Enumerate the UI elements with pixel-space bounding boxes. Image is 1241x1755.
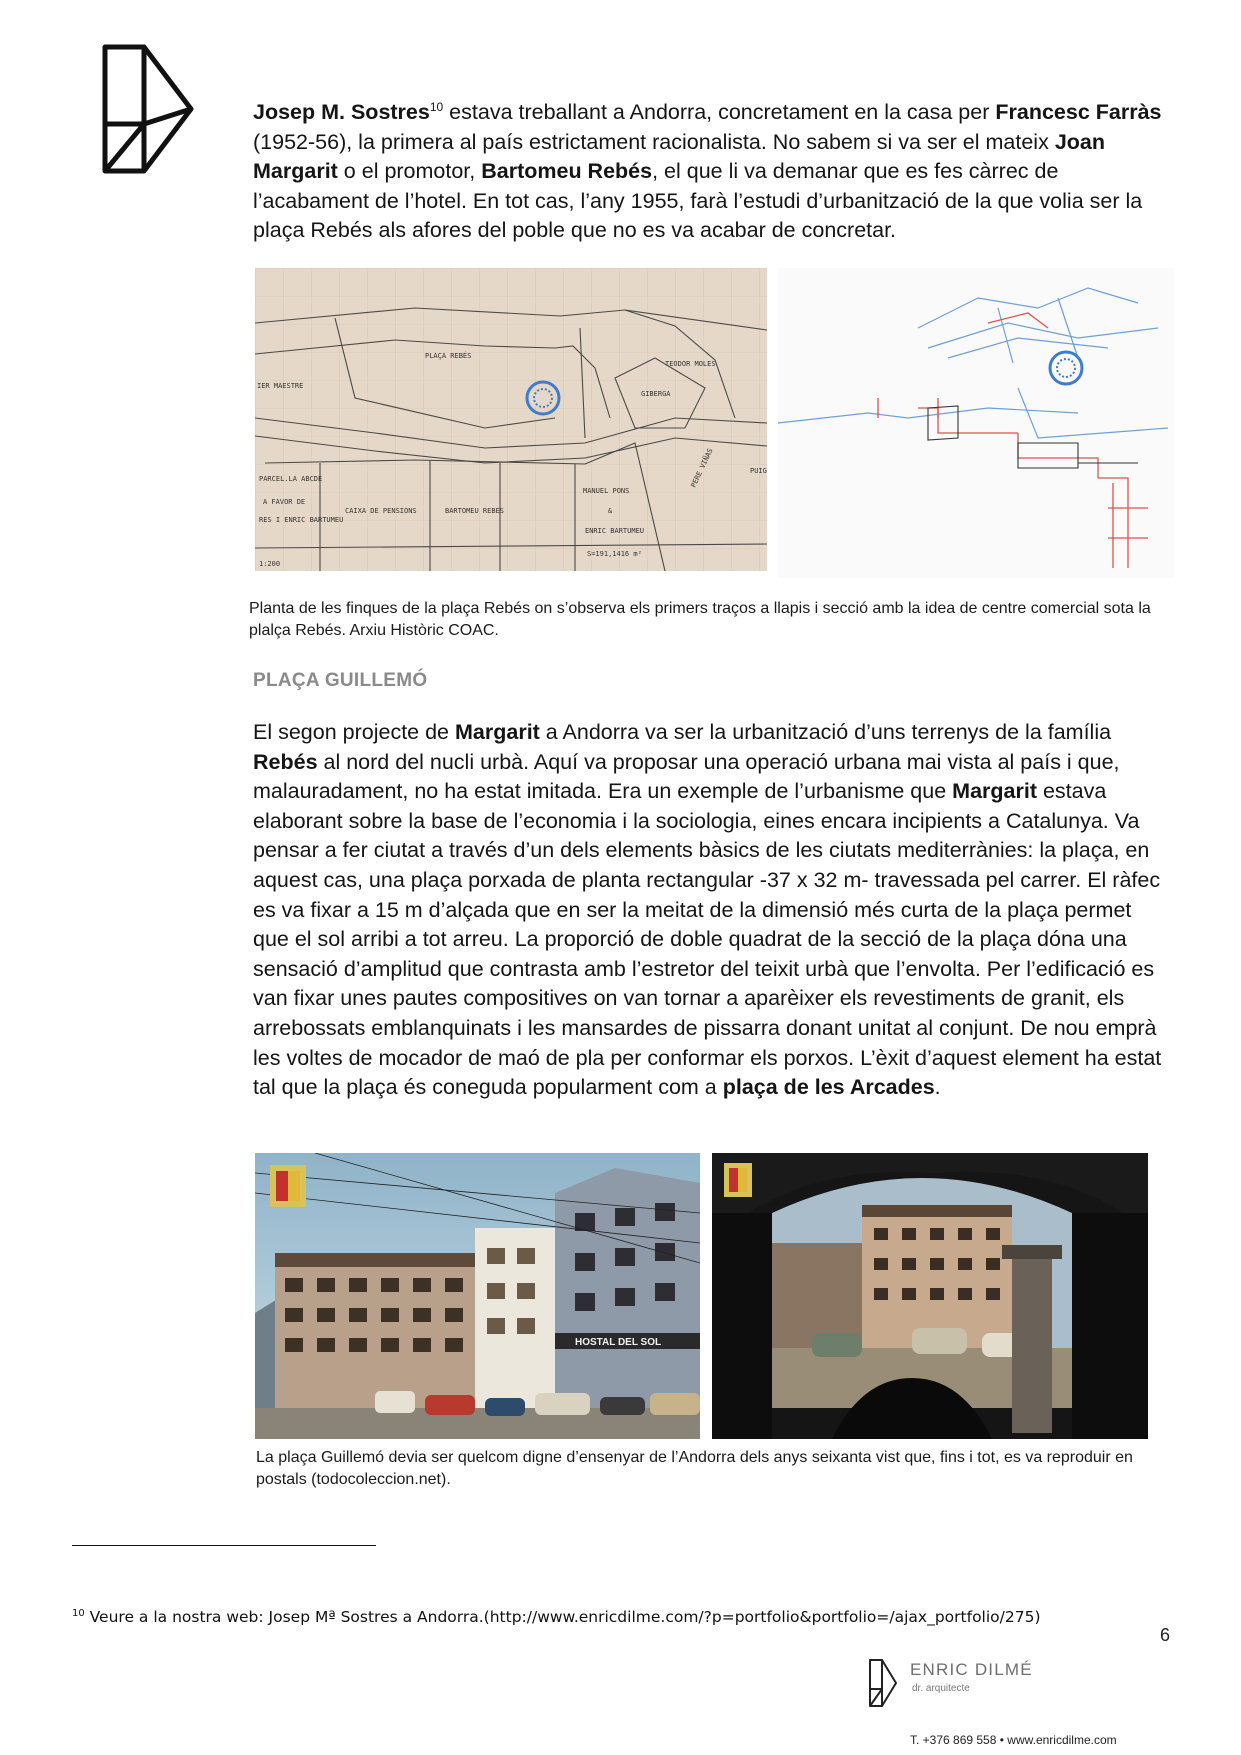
footnote-divider <box>72 1545 376 1546</box>
text-run: (1952-56), la primera al país estrictament racionalista. No sabem si va ser el mateix <box>253 129 1055 154</box>
plan-label: & <box>608 507 613 515</box>
postcard-photo-1 <box>255 1153 700 1439</box>
plan-label: RES I ENRIC BARTUMEU <box>259 516 344 524</box>
brand-title: dr. arquitecte <box>912 1683 970 1694</box>
person-name: Margarit <box>455 720 540 744</box>
plan-label: MANUEL PONS <box>583 487 630 495</box>
logo-icon <box>100 42 196 176</box>
person-name: Margarit <box>952 779 1037 804</box>
plan-label: PLAÇA REBÉS <box>425 352 472 360</box>
plan-label: BARTOMEU REBES <box>445 507 505 515</box>
plan-label: GIBERGA <box>641 390 671 398</box>
plan-label: TEODOR MOLES <box>665 360 716 368</box>
person-name: Josep M. Sostres <box>253 100 430 124</box>
plan-label: 1:200 <box>259 560 281 568</box>
intro-paragraph <box>253 98 1173 246</box>
text-run: o el promotor, <box>337 159 482 184</box>
plan-drawing <box>255 268 767 571</box>
text-run: estava elaborant sobre la base de l’economia i la sociologia, eines encara incipients a Catalunya. Va pensar a fer ciutat a través d’un dels elements bàsics de les ciutats mediterrànies: la plaça, en aquest cas, una plaça porxada de planta rectangular -37 x 32 m- travessada pel carrer. El ràfec es va fixar a 15 m d’alçada que en ser la meitat de la dimensió més curta de la plaça permet que el sol arribi a tot arreu. La proporció de doble quadrat de la secció de la plaça dóna una sensació d’amplitud que contrasta amb l’estretor del teixit urbà que l’envolta. Per l’edificació es van fixar unes pautes compositives on van tornar a aparèixer els revestiments de granit, els arrebossats emblanquinats i les mansardes de pissarra donant unitat al conjunt. De nou emprà les voltes de mocador de maó de pla per conformar els porxos. L’èxit d’aquest element ha estat tal que la plaça és coneguda popularment com a <box>253 779 1162 1100</box>
brand-logo-icon <box>868 1658 898 1708</box>
person-name: Joan Margarit <box>253 129 1105 184</box>
plan-label: PERE VIÑAS <box>689 447 715 489</box>
hotel-sign: HOSTAL DEL SOL <box>575 1337 662 1348</box>
plan-drawing-svg <box>255 268 767 571</box>
plan-label: IER MAESTRE <box>257 382 304 390</box>
plan-label: CAIXA DE PENSIONS <box>345 507 417 515</box>
section-sketch-svg <box>778 268 1174 578</box>
text-run: estava treballant a Andorra, concretament en la casa per <box>443 100 996 124</box>
plan-label: PARCEL.LA ABCDE <box>259 475 323 483</box>
contact-info[interactable]: T. +376 869 558 • www.enricdilme.com <box>910 1733 1117 1747</box>
person-name: Francesc Farràs <box>995 100 1162 124</box>
place-name: plaça de les Arcades <box>722 1075 935 1100</box>
plan-label: ENRIC BARTUMEU <box>585 527 645 535</box>
person-name: Bartomeu Rebés <box>481 159 653 184</box>
figure-caption: La plaça Guillemó devia ser quelcom digne d’ensenyar de l’Andorra dels anys seixanta vist que, fins i tot, es va reproduir en postals (todocoleccion.net). <box>256 1449 1133 1488</box>
postcard-1-svg <box>255 1153 700 1439</box>
body-paragraph <box>253 718 1173 1103</box>
section-sketch <box>778 268 1174 578</box>
text-run: El segon projecte de <box>253 720 455 744</box>
postcard-2-svg <box>712 1153 1148 1439</box>
section-heading: PLAÇA GUILLEMÓ <box>253 670 428 691</box>
figure-caption: Planta de les finques de la plaça Rebés on s’observa els primers traços a llapis i secció amb la idea de centre comercial sota la plalça Rebés. Arxiu Històric COAC. <box>249 600 1151 639</box>
text-run: al nord del nucli urbà. Aquí va proposar una operació urbana mai vista al país i que, malauradament, no ha estat imitada. Era un exemple de l’urbanisme que <box>253 749 1120 804</box>
text-run: a Andorra va ser la urbanització d’uns terrenys de la família <box>539 720 1112 744</box>
person-name: Rebés <box>253 749 318 774</box>
footnote-ref[interactable]: 10 <box>429 100 444 114</box>
plan-label: S=191,1416 m² <box>587 550 642 558</box>
text-run: . <box>934 1075 941 1100</box>
plan-label: A FAVOR DE <box>263 498 306 506</box>
text-run: , el que li va demanar que es fes càrrec de l’acabament de l’hotel. En tot cas, l’any 1955, farà l’estudi d’urbanització de la que volia ser la plaça Rebés als afores del poble que no es va acabar de concretar. <box>253 159 1143 243</box>
footnote-number: 10 <box>72 1608 85 1619</box>
footnote <box>72 1608 1041 1626</box>
brand-name: ENRIC DILMÉ <box>910 1660 1033 1679</box>
page-number: 6 <box>1160 1625 1171 1645</box>
postcard-photo-2 <box>712 1153 1148 1439</box>
footnote-text: Veure a la nostra web: Josep Mª Sostres a Andorra.(http://www.enricdilme.com/?p=portfolio&portfolio=/ajax_portfolio/275) <box>84 1608 1041 1626</box>
plan-label: PUIG <box>750 467 767 475</box>
